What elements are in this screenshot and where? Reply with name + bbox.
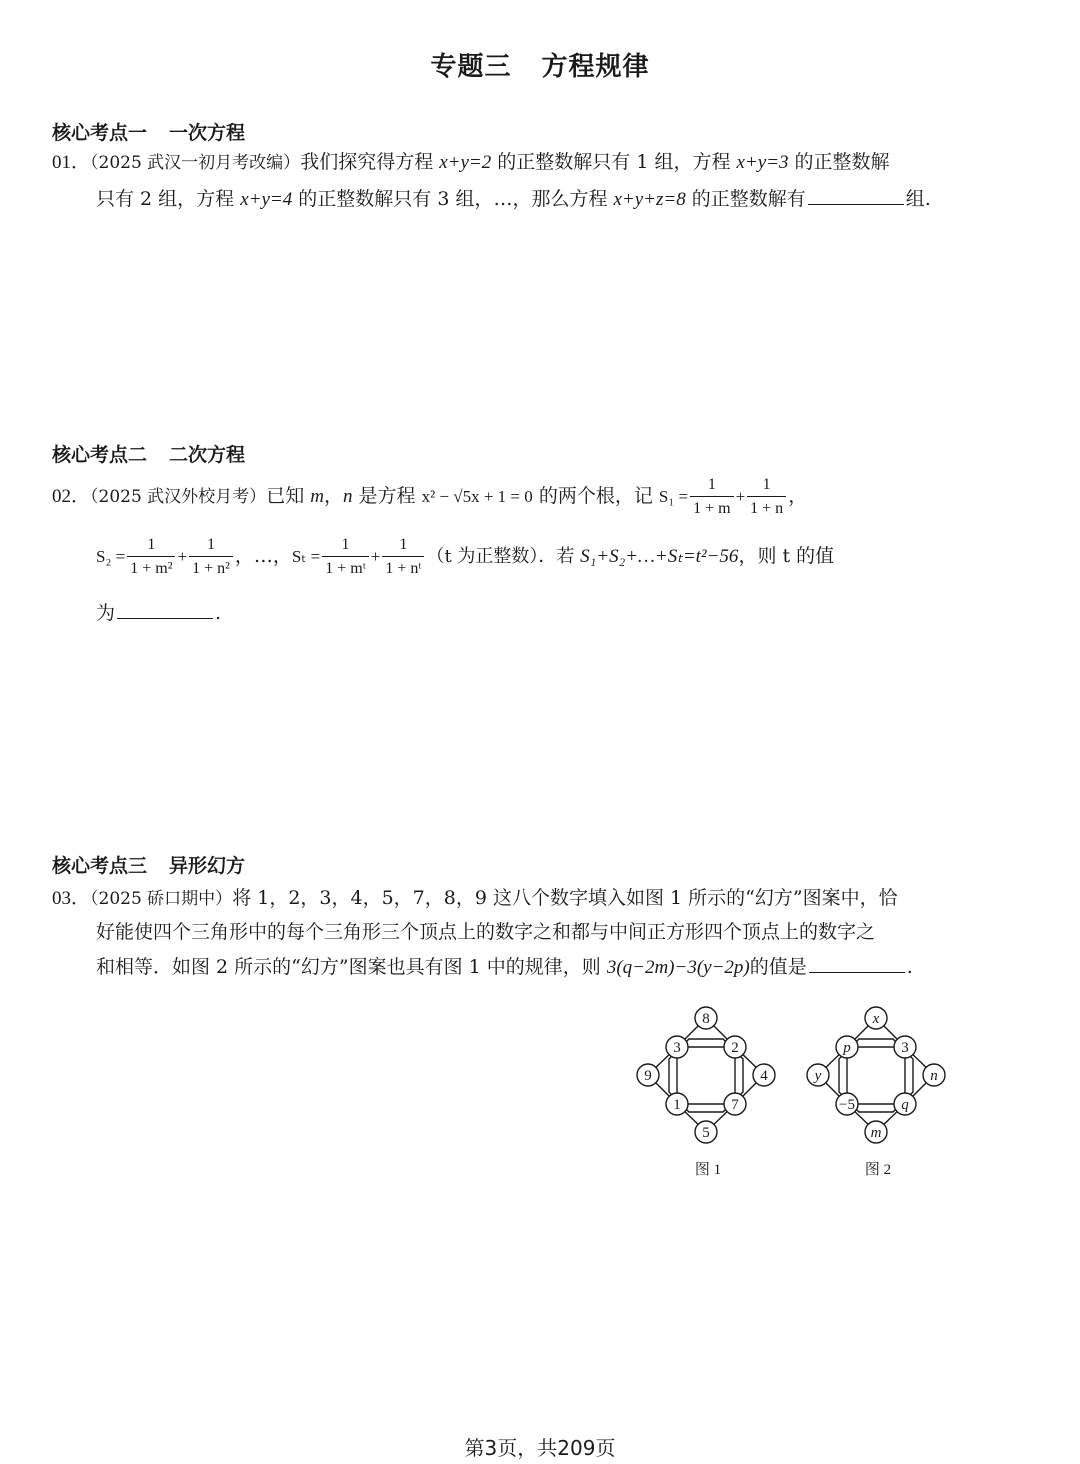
node-label-left: 9 [644, 1068, 652, 1084]
node-label-ll: −5 [839, 1097, 855, 1113]
fraction: $\frac{1}{\text{1 + n²}}$ [189, 536, 233, 578]
magic-square-figures [620, 998, 970, 1188]
node-label-right: 4 [760, 1068, 768, 1084]
node-label-ll: 1 [673, 1097, 681, 1113]
topic-title: 方程规律 [541, 52, 650, 82]
node-label-lr: q [901, 1097, 909, 1113]
question-2-line-3: 为 . [96, 602, 222, 624]
figure-caption: 图 1 [694, 1162, 722, 1178]
question-1-line-2: 只有 2 组，方程 x+y=4 的正整数解只有 3 组，…，那么方程 x+y+z=8 的正整数解有 组. [96, 188, 931, 210]
question-2-line-1: 02．（2025 武汉外校月考）已知 m，n 是方程 x² − √5x + 1 = 0 的两个根，记 S₁ = $\frac{1}{1 + m}$ + $\frac{1}{1 + n}$ ， [52, 476, 808, 517]
question-3-line-3: 和相等．如图 2 所示的“幻方”图案也具有图 1 中的规律，则 3(q−2m)−3(y−2p)的值是 . [96, 956, 913, 978]
node-label-ul: 3 [673, 1040, 681, 1056]
node-label-left: y [814, 1068, 822, 1084]
section-heading-1: 核心考点一 一次方程 [52, 122, 246, 144]
figure-caption: 图 2 [864, 1162, 892, 1178]
page-title [0, 46, 1080, 83]
node-label-ur: 3 [901, 1040, 909, 1056]
node-label-bottom: 5 [702, 1125, 710, 1141]
topic-label: 专题三 [430, 52, 512, 82]
node-label-ul: p [843, 1040, 851, 1056]
node-label-top: 8 [702, 1011, 710, 1027]
fraction: $\frac{1}{\text{1 + nᵗ}}$ [382, 536, 424, 578]
equation: x² − √5x + 1 = 0 [421, 487, 533, 506]
node-label-top: x [872, 1011, 880, 1027]
page-footer: 第3页，共209页 [464, 1436, 616, 1460]
node-label-ur: 2 [731, 1040, 739, 1056]
fraction: $\frac{1}{\text{1 + mᵗ}}$ [322, 536, 369, 578]
question-2-line-2: S₂ = $\frac{1}{\text{1 + m²}}$ + $\frac{1}{\text{1 + n²}}$ ，…，Sₜ = $\frac{1}{\text{1 + mᵗ}}$ + $\frac{1}{\text{1 + nᵗ}}$ （t 为正整数）．若 S₁+S₂+…+Sₜ=t²−56，则 t 的值 [96, 536, 835, 577]
answer-blank-2[interactable] [117, 600, 213, 619]
fraction: $\frac{1}{\text{1 + m²}}$ [127, 536, 175, 578]
answer-blank-1[interactable] [808, 186, 904, 205]
question-1-line-1: 01．（2025 武汉一初月考改编）我们探究得方程 x+y=2 的正整数解只有 1 组，方程 x+y=3 的正整数解 [52, 151, 890, 173]
node-label-bottom: m [870, 1125, 882, 1141]
node-label-lr: 7 [731, 1097, 739, 1113]
answer-blank-3[interactable] [809, 954, 905, 973]
question-3-line-2: 好能使四个三角形中的每个三角形三个顶点上的数字之和都与中间正方形四个顶点上的数字之 [96, 921, 876, 943]
figure-1 [637, 1007, 775, 1178]
node-label-right: n [930, 1068, 938, 1084]
fraction: $\frac{1}{1 + n}$ [747, 476, 786, 518]
section-heading-3: 核心考点三 异形幻方 [52, 855, 246, 877]
question-3-line-1: 03．（2025 硚口期中）将 1，2，3，4，5，7，8，9 这八个数字填入如图 1 所示的“幻方”图案中，恰 [52, 887, 898, 909]
figure-2 [807, 1007, 945, 1178]
section-heading-2: 核心考点二 二次方程 [52, 444, 246, 466]
fraction: $\frac{1}{1 + m}$ [690, 476, 733, 518]
